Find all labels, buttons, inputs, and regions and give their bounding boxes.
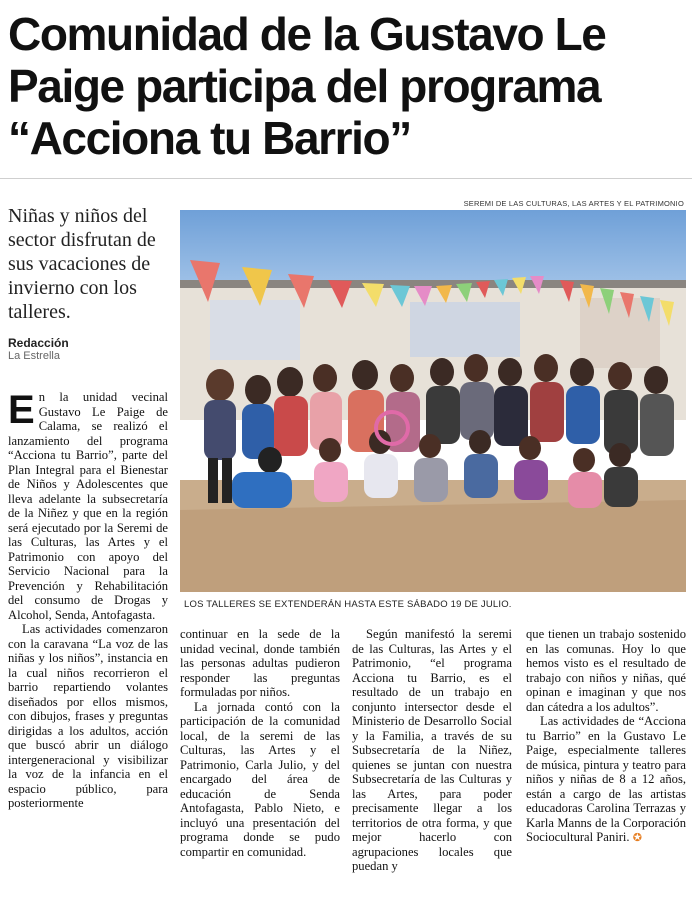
article-paragraph: que tienen un trabajo sostenido en las comunas. Hoy lo que hemos visto es el resultado de trabajo con niños y niñas, qué opinan e imaginan y que nos dan cátedra a los adultos”.	[526, 627, 686, 714]
article-paragraph: n la unidad vecinal Gustavo Le Paige de Calama, se realizó el lanzamiento del programa “Acciona tu Barrio”, parte del Plan Integral para el Bienestar de Niños y Adolescentes que lleva adelante la subsecretaría de la Niñez y que en la región será ejecutado por la Seremi de las Culturas, las Artes y el Patrimonio con apoyo del Servicio Nacional para la Prevención y Rehabilitación del consumo de Drogas y Alcohol, Senda, Antofagasta.	[8, 390, 168, 622]
group-photo	[180, 210, 686, 592]
article-paragraph: La jornada contó con la participación de la comunidad local, de la seremi de las Culturas, las Artes y el Patrimonio, Carla Julio, y del encargado del área de educación de Senda Antofagasta, Pablo Nieto, e incluyó una presentación del programa donde se pudo compartir en comunidad.	[180, 699, 340, 859]
article-column-4	[526, 627, 686, 846]
byline-outlet: La Estrella	[8, 350, 60, 362]
dropcap: E	[8, 388, 35, 432]
article-column-1	[8, 390, 168, 811]
header-divider	[0, 178, 692, 179]
byline	[8, 336, 69, 363]
article-paragraph: Según manifestó la seremi de las Culturas, las Artes y el Patrimonio, “el programa Acciona tu Barrio, es el resultado de un trabajo en conjunto intersector desde el Ministerio de Desarrollo Social y la Familia, a través de su Subsecretaría de la Niñez, quienes se juntan con nuestra Subsecretaría de las Culturas y las Artes, para poder precisamente llegar a los territorios de otra forma, y que mejor hacerlo con agrupaciones locales que puedan y	[352, 627, 512, 873]
article-paragraph: continuar en la sede de la unidad vecinal, donde también las personas adultas pudieron responder las preguntas formuladas por niños.	[180, 627, 340, 699]
byline-author: Redacción	[8, 336, 69, 350]
end-mark-icon: ✪	[632, 832, 642, 844]
article-paragraph: Las actividades comenzaron con la caravana “La voz de las niñas y los niños”, instancia en la cual niños recorrieron el barrio repartiendo volantes diseñados por ellos mismos, con dibujos, frases y preguntas dirigidas a los adultos, acción que buscó abrir un diálogo intergeneracional y visibilizar la voz de la infancia en el espacio público, para posteriormente	[8, 622, 168, 810]
photo-caption: LOS TALLERES SE EXTENDERÁN HASTA ESTE SÁBADO 19 DE JULIO.	[184, 599, 512, 610]
article-paragraph	[526, 714, 686, 846]
group-photo-illustration	[180, 210, 686, 592]
article-paragraph-text: Las actividades de “Acciona tu Barrio” en la Gustavo Le Paige, especialmente talleres de música, pintura y teatro para niños y niñas de 8 a 12 años, están a cargo de las artistas educadoras Carolina Terrazas y Karla Manns de la Corporación Sociocultural Paniri.	[526, 714, 686, 844]
article-column-2	[180, 627, 340, 859]
photo-credit: SEREMI DE LAS CULTURAS, LAS ARTES Y EL PATRIMONIO	[463, 199, 684, 208]
headline: Comunidad de la Gustavo Le Paige participa del programa “Acciona tu Barrio”	[8, 8, 606, 164]
subheadline: Niñas y niños del sector disfrutan de sus vacaciones de invierno con los talleres.	[8, 205, 156, 323]
article-column-3	[352, 627, 512, 874]
